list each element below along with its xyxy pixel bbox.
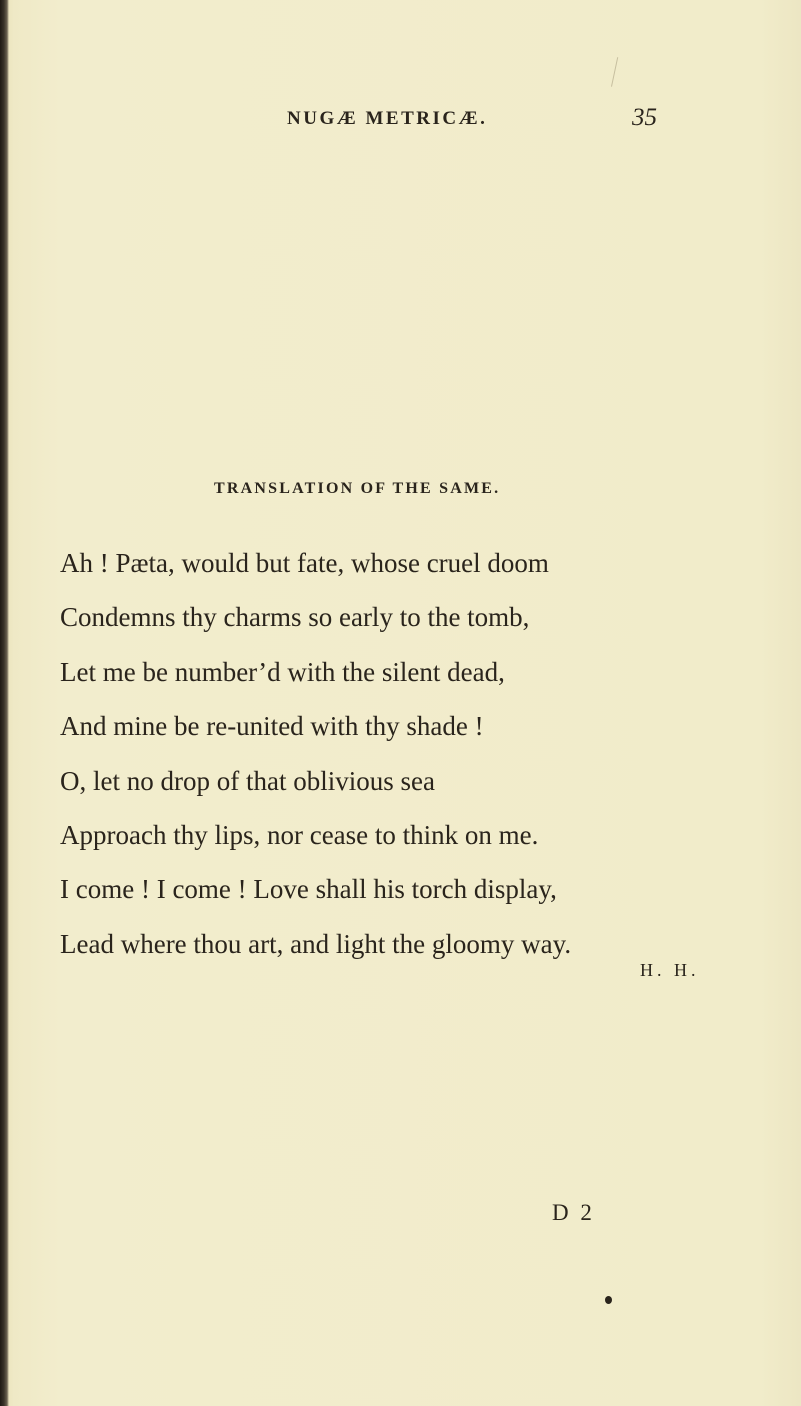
poem-line-4: And mine be re-united with thy shade !: [60, 711, 484, 742]
gathering-signature-mark: D 2: [552, 1200, 595, 1225]
poem-line-1: Ah ! Pæta, would but fate, whose cruel doom: [60, 548, 549, 578]
poem-line-7: I come ! I come ! Love shall his torch display,: [60, 874, 557, 905]
running-head: [0, 104, 801, 138]
poem-line-6: Approach thy lips, nor cease to think on me.: [60, 819, 539, 850]
poem-line-5: O, let no drop of that oblivious sea: [60, 765, 435, 796]
poem-line-3: Let me be number’d with the silent dead,: [60, 656, 505, 687]
poem-line-8: Lead where thou art, and light the gloomy way.: [60, 928, 572, 959]
page-number: 35: [632, 104, 657, 131]
paper-mark: [611, 57, 628, 89]
binding-edge: [0, 0, 9, 1406]
poem-line-2: Condemns thy charms so early to the tomb,: [60, 602, 530, 633]
section-heading: TRANSLATION OF THE SAME.: [214, 480, 501, 497]
poem: [60, 536, 780, 971]
running-title: NUGÆ METRICÆ.: [287, 108, 488, 129]
ink-dot: [605, 1296, 612, 1304]
signature-initials: H. H.: [640, 960, 700, 980]
